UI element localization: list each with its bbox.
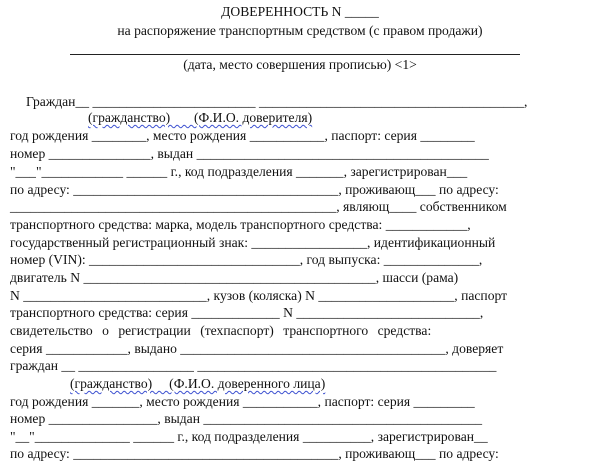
date-place-blank [70, 54, 520, 55]
grantor-issue-date-code-line: "___"____________ ______ г., код подразделения _______, зарегистрирован___ [10, 164, 468, 179]
attorney-issue-date-code-line: "__"______________ ______ г., код подразделения __________, зарегистрирован__ [10, 429, 488, 444]
attorney-registration-address-line: по адресу: _______________________________________, проживающ___ по адресу: [10, 446, 499, 461]
attorney-hint-line [70, 376, 325, 392]
vehicle-make-model-line: транспортного средства: марка, модель транспортного средства: ____________, [10, 217, 471, 232]
vehicle-vin-year-line: номер (VIN): _______________________________, год выпуска: ______________, [10, 252, 483, 267]
attorney-hint-text: (гражданство) (Ф.И.О. доверенного лица) [70, 376, 326, 391]
vehicle-engine-chassis-line: двигатель N ___________________________________________, шасси (рама) [10, 270, 459, 285]
grantor-registration-address-line: по адресу: _______________________________________, проживающ___ по адресу: [10, 182, 499, 197]
vehicle-plate-line: государственный регистрационный знак: _________________, идентификационный [10, 235, 496, 250]
vehicle-passport-series-line: транспортного средства: серия _____________ N ___________________________, [10, 305, 484, 320]
grantor-citizenship-name-line: Граждан__ ________________________ _______________________________________, [26, 94, 528, 109]
grantor-birth-passport-series-line: год рождения ________, место рождения ___________, паспорт: серия ________ [10, 128, 475, 143]
attorney-citizenship-name-line: граждан __ _________________ ____________________________________________ [10, 358, 497, 373]
attorney-birth-passport-series-line: год рождения _______, место рождения ___________, паспорт: серия _________ [10, 394, 475, 409]
grantor-passport-number-line: номер _______________, выдан ___________________________________________ [10, 146, 489, 161]
certificate-series-issued-line: серия ____________, выдано _______________________________________, доверяет [10, 341, 504, 356]
vehicle-body-passport-line: N ___________________________, кузов (коляска) N ____________________, паспорт [10, 288, 508, 303]
vehicle-registration-certificate-line: свидетельство о регистрации (техпаспорт) транспортного средства: [10, 323, 432, 338]
attorney-passport-number-line: номер ________________, выдан _________________________________________ [10, 411, 483, 426]
date-place-hint: (дата, место совершения прописью) <1> [183, 57, 417, 72]
document-title: ДОВЕРЕННОСТЬ N _____ [221, 4, 379, 19]
document-subtitle: на распоряжение транспортным средством (с правом продажи) [117, 23, 483, 38]
grantor-residence-owner-line: ________________________________________________, являющ____ собственником [10, 199, 507, 214]
grantor-hint-line [88, 110, 312, 126]
grantor-hint-text: (гражданство) (Ф.И.О. доверителя) [88, 110, 313, 125]
